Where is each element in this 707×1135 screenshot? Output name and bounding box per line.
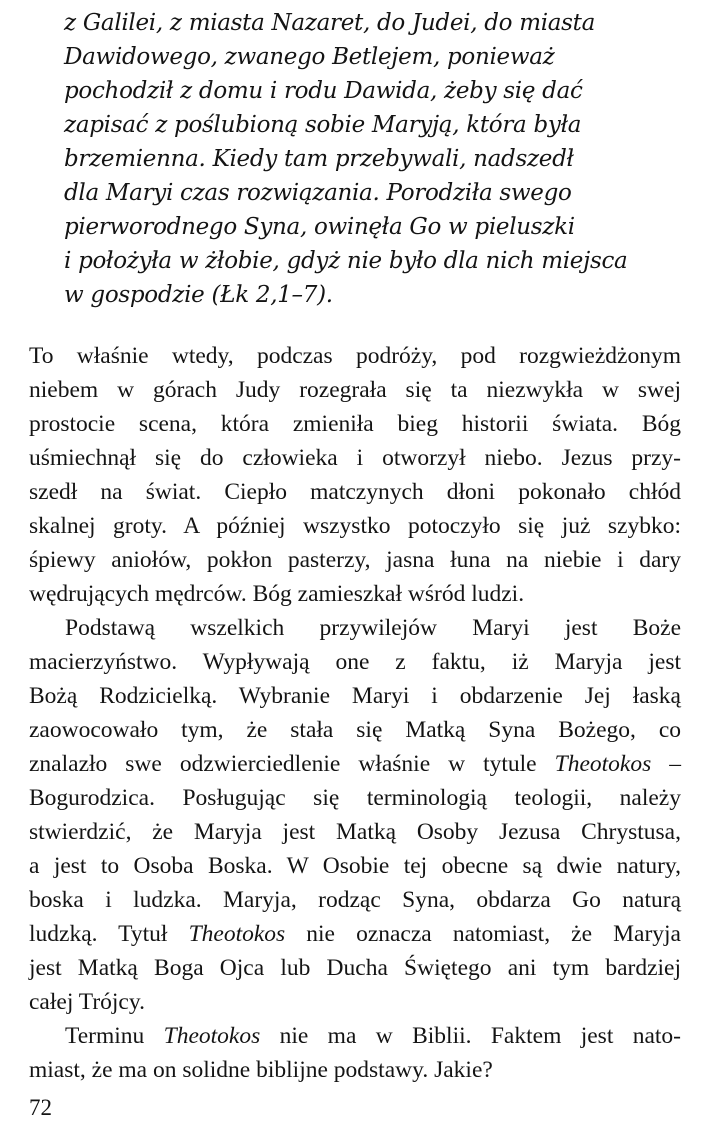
text-line: prostocie scena, która zmieniła bieg historii świata. Bóg	[29, 411, 681, 437]
text-line: a jest to Osoba Boska. W Osobie tej obecne są dwie natury,	[29, 853, 681, 879]
quote-line: Dawidowego, zwanego Betlejem, ponieważ	[64, 44, 555, 70]
text-line: niebem w górach Judy rozegrała się ta niezwykła w swej	[29, 377, 681, 403]
text-line: całej Trójcy.	[29, 989, 145, 1015]
quote-line: pierworodnego Syna, owinęła Go w pieluszki	[64, 214, 575, 240]
text-line: uśmiechnął się do człowieka i otworzył niebo. Jezus przy-	[29, 445, 681, 471]
text-line: miast, że ma on solidne biblijne podstawy. Jakie?	[29, 1057, 493, 1083]
text-line: boska i ludzka. Maryja, rodząc Syna, obdarza Go naturą	[29, 887, 681, 913]
quote-line: pochodził z domu i rodu Dawida, żeby się dać	[64, 78, 583, 104]
quote-line: brzemienna. Kiedy tam przebywali, nadszedł	[64, 146, 574, 172]
text-line: skalnej groty. A później wszystko potoczyło się już szybko:	[29, 513, 681, 539]
text-line: zaowocowało tym, że stała się Matką Syna Bożego, co	[29, 717, 681, 743]
page-number: 72	[29, 1095, 52, 1120]
term-theotokos: Theotokos	[554, 751, 652, 777]
text-line: Podstawą wszelkich przywilejów Maryi jest Boże	[65, 615, 681, 641]
text-line: macierzyństwo. Wypływają one z faktu, iż Maryja jest	[29, 649, 681, 675]
body-text	[29, 339, 681, 1087]
quote-line: dla Maryi czas rozwiązania. Porodziła swego	[64, 180, 572, 206]
text-line: wędrujących mędrców. Bóg zamieszkał wśród ludzi.	[29, 581, 525, 607]
paragraph-2	[29, 611, 681, 1019]
paragraph-1	[29, 339, 681, 611]
text-line: Bożą Rodzicielką. Wybranie Maryi i obdarzenie Jej łaską	[29, 683, 681, 709]
paragraph-3	[29, 1019, 681, 1087]
text-line: To właśnie wtedy, podczas podróży, pod rozgwieżdżonym	[29, 343, 681, 369]
quote-line: i położyła w żłobie, gdyż nie było dla nich miejsca	[64, 248, 628, 274]
term-theotokos: Theotokos	[163, 1023, 261, 1049]
quote-line: w gospodzie (Łk 2,1–7).	[64, 282, 333, 308]
text-line: stwierdzić, że Maryja jest Matką Osoby Jezusa Chrystusa,	[29, 819, 681, 845]
text-line: znalazło swe odzwierciedlenie właśnie w tytule Theotokos –	[29, 751, 681, 777]
text-line: ludzką. Tytuł Theotokos nie oznacza natomiast, że Maryja	[29, 921, 681, 947]
text-line: szedł na świat. Ciepło matczynych dłoni pokonało chłód	[29, 479, 681, 505]
scripture-quote	[64, 6, 664, 312]
quote-line: z Galilei, z miasta Nazaret, do Judei, do miasta	[64, 10, 596, 36]
text-line: jest Matką Boga Ojca lub Ducha Świętego ani tym bardziej	[29, 955, 681, 981]
term-theotokos: Theotokos	[188, 921, 286, 947]
text-line: śpiewy aniołów, pokłon pasterzy, jasna łuna na niebie i dary	[29, 547, 681, 573]
text-line: Terminu Theotokos nie ma w Biblii. Faktem jest nato-	[65, 1023, 681, 1049]
text-line: Bogurodzica. Posługując się terminologią teologii, należy	[29, 785, 681, 811]
quote-line: zapisać z poślubioną sobie Maryją, która była	[64, 112, 582, 138]
